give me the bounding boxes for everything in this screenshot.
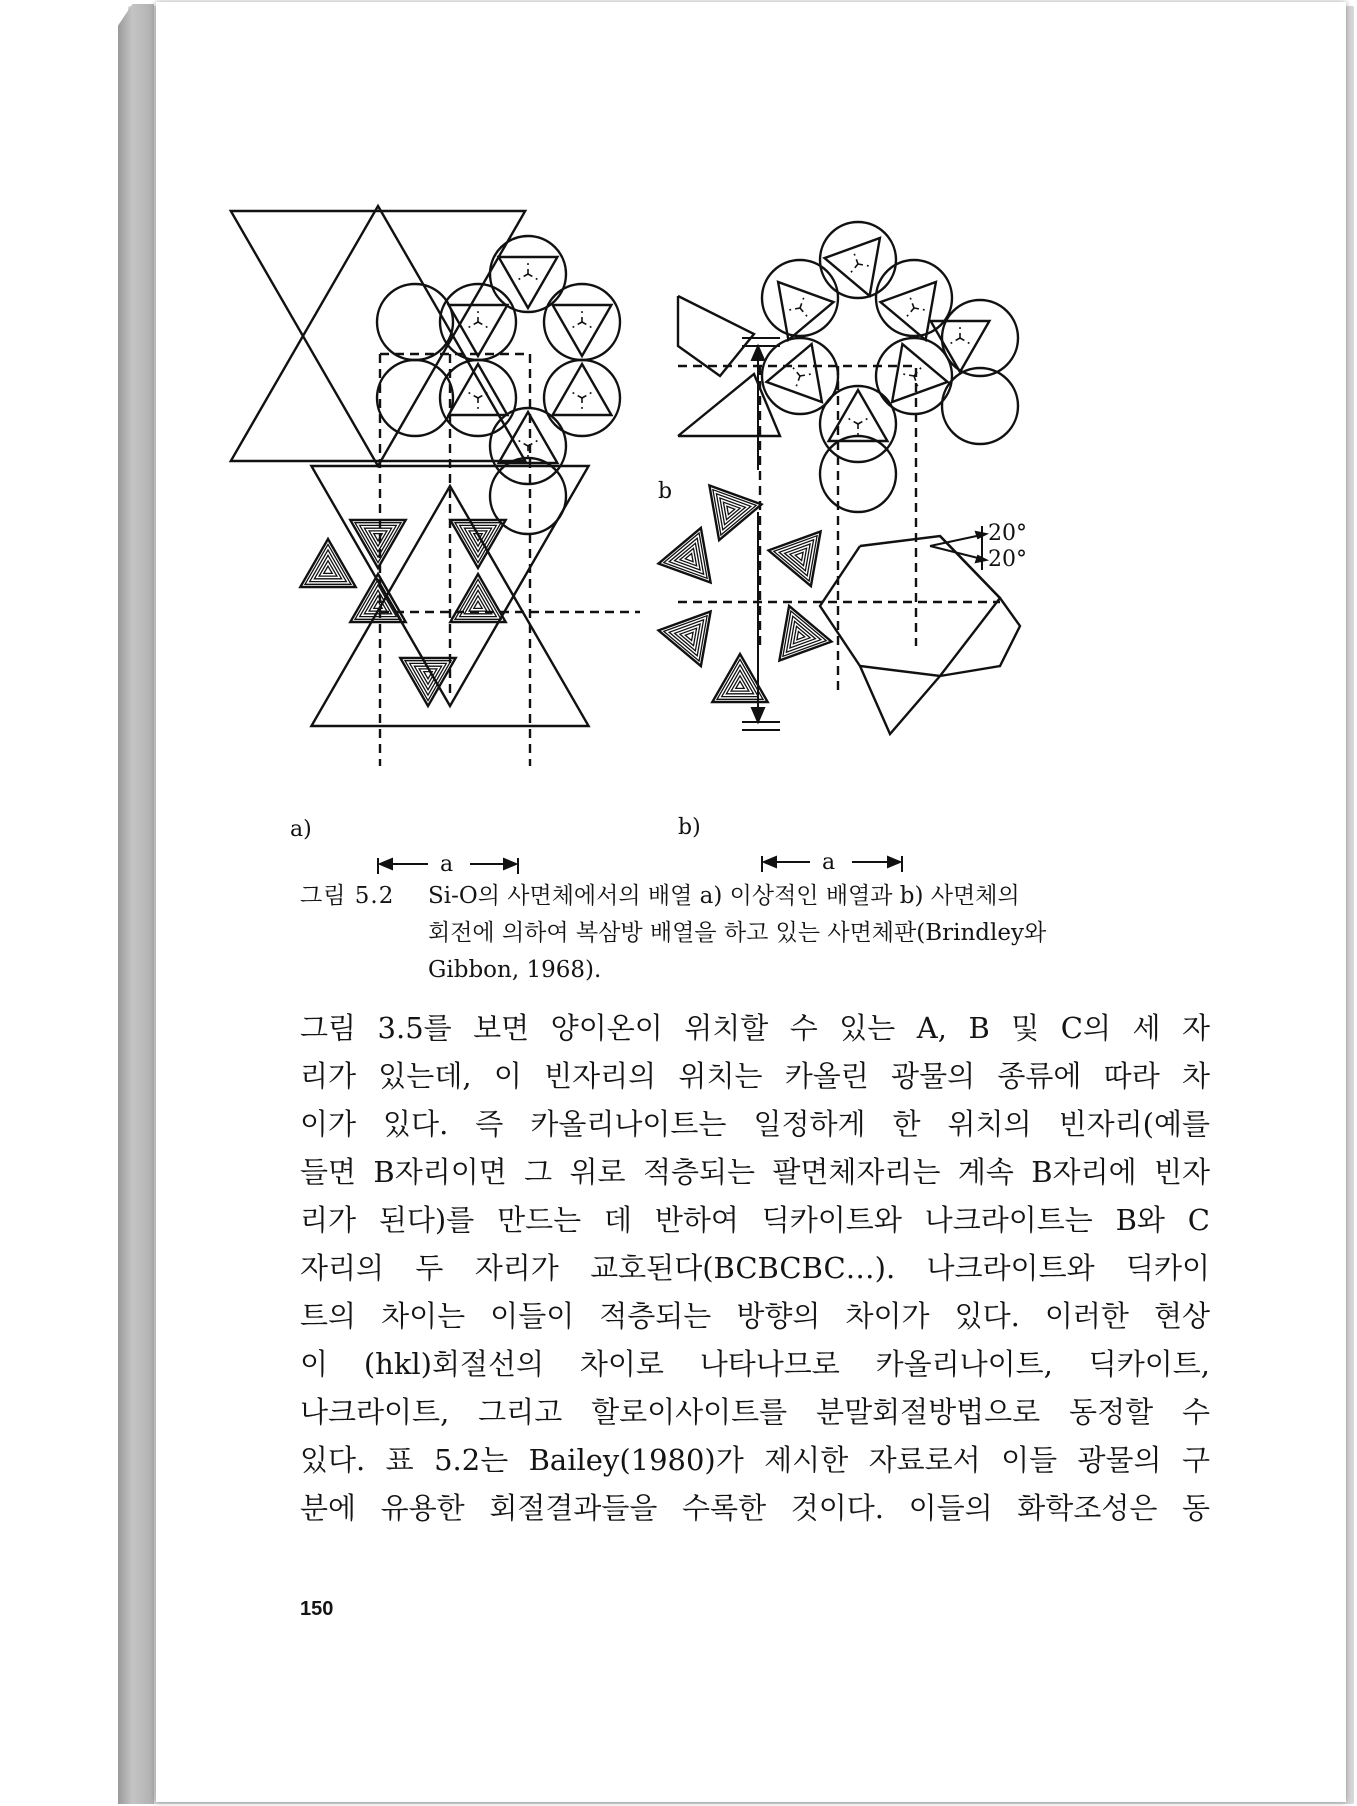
panel-b-ditrigonal-arrangement xyxy=(659,222,1021,734)
tetrahedron-bond-dashed xyxy=(858,419,867,424)
shaded-tetrahedron xyxy=(712,654,767,702)
tetrahedron-bond-dashed xyxy=(854,254,858,264)
tetrahedron-bond-dashed xyxy=(910,298,914,308)
tetrahedron-outline xyxy=(778,282,833,340)
tetrahedron-bond-dashed xyxy=(519,274,528,279)
oxygen-circle xyxy=(377,284,453,360)
tetrahedral-sheet-diagram xyxy=(290,226,1220,880)
tetrahedron-bond-dashed xyxy=(469,322,478,327)
tetrahedron-bond-dashed xyxy=(800,298,804,308)
tetrahedron-bond-dashed xyxy=(573,393,582,398)
tetrahedron-bond-dashed xyxy=(582,322,591,327)
shaded-tetrahedron xyxy=(300,539,355,587)
tetrahedron-outline xyxy=(881,282,936,340)
panel-a-label: a) xyxy=(290,817,312,842)
tetrahedron-bond-dashed xyxy=(582,393,591,398)
dimension-label-b: b xyxy=(658,479,673,504)
body-line: 나크라이트, 그리고 할로이사이트를 분말회절방법으로 동정할 수 xyxy=(300,1395,1210,1429)
shaded-tetrahedron xyxy=(400,658,455,706)
shaded-tetrahedron-hatch xyxy=(474,601,482,608)
angle-label-bottom: 20° xyxy=(988,547,1027,572)
figure-5-2 xyxy=(290,226,1220,880)
tetrahedron-bond-dashed xyxy=(519,441,528,446)
tetrahedron-bond-dashed xyxy=(478,322,487,327)
oxygen-circle xyxy=(377,360,453,436)
tetrahedron-bond-dashed xyxy=(960,338,969,343)
shaded-tetrahedron xyxy=(350,520,405,568)
oxygen-circle xyxy=(876,260,952,336)
tetrahedron-bond-dashed xyxy=(789,308,800,310)
oxygen-circle xyxy=(762,260,838,336)
body-line: 트의 차이는 이들이 적층되는 방향의 차이가 있다. 이러한 현상 xyxy=(300,1299,1210,1333)
shaded-tetrahedron xyxy=(450,520,505,568)
tetrahedron-bond-dashed xyxy=(907,308,914,316)
body-line: 리가 있는데, 이 빈자리의 위치는 카올린 광물의 종류에 따라 차 xyxy=(300,1059,1210,1093)
body-line: 자리의 두 자리가 교호된다(BCBCBC…). 나크라이트와 딕카이 xyxy=(300,1251,1210,1285)
tetrahedron-outline xyxy=(767,344,822,402)
tetrahedron-bond-dashed xyxy=(851,264,858,272)
oxygen-circle xyxy=(942,368,1018,444)
caption-label: 그림 5.2 xyxy=(300,883,395,909)
body-line: 있다. 표 5.2는 Bailey(1980)가 제시한 자료로서 이들 광물의 구 xyxy=(300,1443,1210,1477)
shaded-tetrahedron-hatch xyxy=(736,681,744,688)
body-line: 분에 유용한 회절결과들을 수록한 것이다. 이들의 화학조성은 동 xyxy=(300,1491,1210,1525)
oxygen-circle xyxy=(820,436,896,512)
caption-line-2: 회전에 의하여 복삼방 배열을 하고 있는 사면체판(Brindley와 xyxy=(428,920,1047,946)
panel-b-label: b) xyxy=(678,815,701,840)
caption-line-1: Si-O의 사면체에서의 배열 a) 이상적인 배열과 b) 사면체의 xyxy=(428,883,1020,909)
tetrahedron-bond-dashed xyxy=(469,393,478,398)
tetrahedron-bond-dashed xyxy=(800,374,811,376)
tetrahedron-bond-dashed xyxy=(903,374,914,376)
tetrahedron-bond-dashed xyxy=(573,322,582,327)
tetrahedron-open-left xyxy=(678,296,754,376)
body-line: 이 (hkl)회절선의 차이로 나타나므로 카올리나이트, 딕카이트, xyxy=(300,1347,1210,1381)
body-line: 리가 된다)를 만드는 데 반하여 딕카이트와 나크라이트는 B와 C xyxy=(300,1203,1210,1237)
tetrahedron-bond-dashed xyxy=(793,368,800,376)
tetrahedron-bond-dashed xyxy=(858,264,869,266)
tetrahedron-outline xyxy=(892,344,947,402)
dimension-label-a-left: a xyxy=(440,852,454,877)
tetrahedron-bond-dashed xyxy=(796,376,800,386)
shaded-tetrahedron-hatch xyxy=(324,566,332,573)
caption-line-3: Gibbon, 1968). xyxy=(428,957,602,983)
tetrahedron-bond-dashed xyxy=(800,308,807,316)
body-paragraph xyxy=(300,1004,1210,1532)
tetrahedron-bond-dashed xyxy=(914,308,925,310)
angle-label-top: 20° xyxy=(988,521,1027,546)
tetrahedron-open-bottom xyxy=(860,666,940,734)
body-line: 이가 있다. 즉 카올리나이트는 일정하게 한 위치의 빈자리(예를 xyxy=(300,1107,1210,1141)
dimension-label-a-right: a xyxy=(822,850,836,875)
tetrahedron-open-left-2 xyxy=(678,374,780,436)
tetrahedron-bond-dashed xyxy=(849,419,858,424)
book-spine-edge xyxy=(118,4,154,1804)
body-line: 들면 B자리이면 그 위로 적층되는 팔면체자리는 계속 B자리에 빈자 xyxy=(300,1155,1210,1189)
tetrahedron-bond-dashed xyxy=(528,274,537,279)
tetrahedron-bond-dashed xyxy=(951,338,960,343)
page-number: 150 xyxy=(300,1598,334,1620)
body-line: 그림 3.5를 보면 양이온이 위치할 수 있는 A, B 및 C의 세 자 xyxy=(300,1011,1210,1045)
shaded-tetrahedron xyxy=(450,574,505,622)
